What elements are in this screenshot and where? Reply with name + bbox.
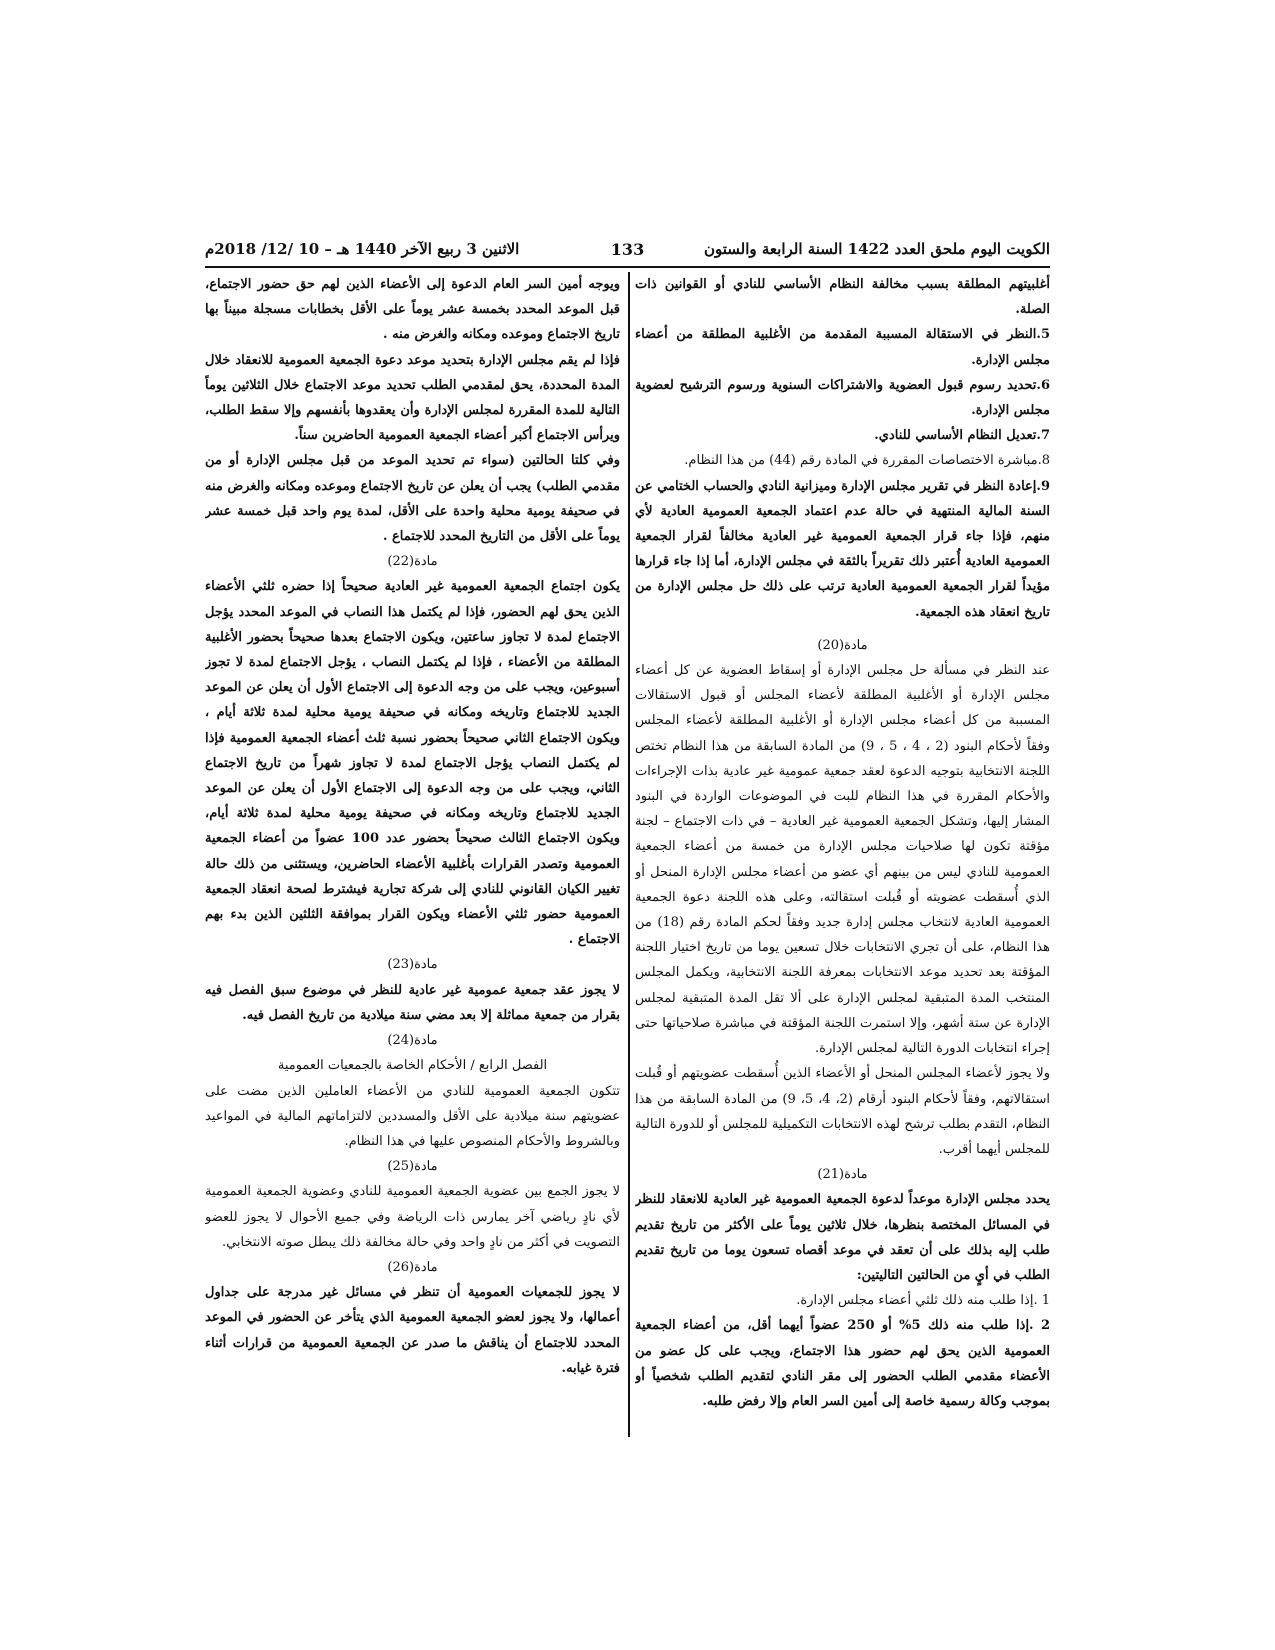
header-publication: الكويت اليوم ملحق العدد 1422 السنة الرابعة والستون bbox=[704, 240, 1050, 258]
paragraph: يكون اجتماع الجمعية العمومية غير العادية صحيحاً إذا حضره ثلثي الأعضاء الذين يحق لهم الحضور، فإذا لم يكتمل هذا النصاب في الموعد المحدد يؤجل الاجتماع لمدة لا تجاوز ساعتين، ويكون الاجتماع بعدها صحيحاً بحضور الأغلبية المطلقة من الأعضاء ، فإذا لم يكتمل النصاب ، يؤجل الاجتماع لمدة لا تجوز أسبوعين، ويجب على من وجه الدعوة إلى الاجتماع الأول أن يعلن عن الموعد الجديد للاجتماع وتاريخه ومكانه في صحيفة يومية محلية لمدة ثلاثة أيام ، ويكون الاجتماع الثاني صحيحاً بحضور نسبة ثلث أعضاء الجمعية العمومية فإذا لم يكتمل النصاب يؤجل الاجتماع لمدة لا تجاوز شهراً من تاريخ الاجتماع الثاني، ويجب على من وجه الدعوة إلى الاجتماع الأول أن يعلن عن الموعد الجديد للاجتماع وتاريخه ومكانه في صحيفة يومية محلية لمدة ثلاثة أيام، ويكون الاجتماع الثالث صحيحاً بحضور عدد 100 عضواً من أعضاء الجمعية العمومية وتصدر القرارات بأغلبية الأعضاء الحاضرين، ويستثنى من ذلك حالة تغيير الكيان القانوني للنادي إلى شركة تجارية فيشترط لصحة انعقاد الجمعية العمومية حضور ثلثي الأعضاء ويكون القرار بموافقة الثلثين الذين بدء بهم الاجتماع . bbox=[205, 579, 620, 948]
paragraph: لا يجوز للجمعيات العمومية أن تنظر في مسائل غير مدرجة على جداول أعمالها، ولا يجوز لعضو الجمعية العمومية الذي يتأخر عن الحضور في الموعد المحدد للاجتماع أن يناقش ما صدر عن الجمعية العمومية من قرارات أثناء فترة غيابه. bbox=[205, 1285, 620, 1376]
left-column bbox=[205, 272, 620, 1442]
list-item: 8.مباشرة الاختصاصات المقررة في المادة رقم (44) من هذا النظام. bbox=[684, 453, 1050, 469]
column-divider bbox=[628, 272, 630, 1437]
paragraph: عند النظر في مسألة حل مجلس الإدارة أو إسقاط العضوية عن كل أعضاء مجلس الإدارة أو الأغلبية المطلقة لأعضاء المجلس أو قبول الاستقالات المسببة من كل أعضاء مجلس الإدارة أو الأغلبية المطلقة لأعضاء المجلس وفقاً لأحكام البنود (2 ، 4 ، 5 ، 9) من المادة السابقة من هذا النظام تختص اللجنة الانتخابية بتوجيه الدعوة لعقد جمعية عمومية غير عادية بذات الإجراءات والأحكام المقررة في هذا النظام للبت في الموضوعات الواردة في البنود المشار إليها، وتشكل الجمعية العمومية غير العادية – في ذات الاجتماع – لجنة مؤقتة تكون لها صلاحيات مجلس الإدارة من خمسة من أعضاء الجمعية العمومية للنادي ليس من بينهم أي عضو من أعضاء مجلس الإدارة المنحل أو الذي أُسقطت عضويته أو قُبلت استقالته، وعلى هذه اللجنة دعوة الجمعية العمومية العادية لانتخاب مجلس إدارة جديد وفقاً لحكم المادة رقم (18) من هذا النظام، على أن تجري الانتخابات خلال تسعين يوما من تاريخ اختيار اللجنة المؤقتة بعد تحديد موعد الانتخابات بمعرفة اللجنة الانتخابية، ويكمل المجلس المنتخب المدة المتبقية لمجلس الإدارة على ألا تقل المدة المتبقية لمجلس الإدارة عن ستة أشهر، وإلا استمرت اللجنة المؤقتة في مباشرة صلاحياتها حتى إجراء انتخابات الدورة التالية لمجلس الإدارة. bbox=[635, 663, 1050, 1057]
right-column bbox=[635, 272, 1050, 1442]
article-title: مادة(23) bbox=[387, 957, 438, 973]
paragraph: فإذا لم يقم مجلس الإدارة بتحديد موعد دعوة الجمعية العمومية للانعقاد خلال المدة المحددة، يحق لمقدمي الطلب تحديد موعد الاجتماع خلال الثلاثين يوماً التالية للمدة المقررة لمجلس الإدارة وأن يعقدوها بأنفسهم وإلا سقط الطلب، ويرأس الاجتماع أكبر أعضاء الجمعية العمومية الحاضرين سناً. bbox=[205, 352, 620, 444]
list-item: 9.إعادة النظر في تقرير مجلس الإدارة وميزانية النادي والحساب الختامي عن السنة المالية المنتهية في حالة عدم اعتماد الجمعية العمومية العادية لأي منهم، فإذا جاء قرار الجمعية العمومية غير العادية مخالفاً لقرار الجمعية العمومية العادية أُعتبر ذلك تقريراً بالثقة في مجلس الإدارة، أما إذا جاء قرارها مؤيداً لقرار الجمعية العمومية العادية ترتب على ذلك حل مجلس الإدارة من تاريخ انعقاد هذه الجمعية. bbox=[635, 478, 1050, 620]
article-title: مادة(25) bbox=[387, 1159, 438, 1175]
paragraph: ويوجه أمين السر العام الدعوة إلى الأعضاء الذين لهم حق حضور الاجتماع، قبل الموعد المحدد بخمسة عشر يوماً على الأقل بخطابات مسجلة مبيناً بها تاريخ الاجتماع وموعده ومكانه والغرض منه . bbox=[205, 277, 620, 343]
article-title: مادة(22) bbox=[387, 554, 438, 570]
paragraph: أغلبيتهم المطلقة بسبب مخالفة النظام الأساسي للنادي أو القوانين ذات الصلة. bbox=[635, 277, 1050, 318]
paragraph: لا يجوز عقد جمعية عمومية غير عادية للنظر في موضوع سبق الفصل فيه بقرار من جمعية مماثلة إلا بعد مضي سنة ميلادية من تاريخ الفصل فيه. bbox=[205, 982, 620, 1023]
list-item: 1 .إذا طلب منه ذلك ثلثي أعضاء مجلس الإدارة. bbox=[796, 1293, 1050, 1309]
page-number: 133 bbox=[610, 240, 645, 259]
paragraph: تتكون الجمعية العمومية للنادي من الأعضاء العاملين الذين مضت على عضويتهم سنة ميلادية على الأقل والمسددين لالتزاماتهم المالية في المواعيد وبالشروط والأحكام المنصوص عليها في هذا النظام. bbox=[205, 1083, 620, 1149]
article-title: مادة(26) bbox=[387, 1259, 438, 1275]
paragraph: وفي كلتا الحالتين (سواء تم تحديد الموعد من قبل مجلس الإدارة أو من مقدمي الطلب) يجب أن يعلن عن تاريخ الاجتماع وموعده ومكانه والغرض منه في صحيفة يومية محلية واحدة على الأقل، لمدة يوم واحد قبل خمسة عشر يوماً على الأقل من التاريخ المحدد للاجتماع . bbox=[205, 453, 620, 545]
list-item: 2 .إذا طلب منه ذلك 5% أو 250 عضواً أيهما أقل، من أعضاء الجمعية العمومية الذين يحق لهم حضور هذا الاجتماع، ويجب على كل عضو من الأعضاء مقدمي الطلب الحضور إلى مقر النادي لتقديم الطلب شخصياً أو بموجب وكالة رسمية خاصة إلى أمين السر العام وإلا رفض طلبه. bbox=[635, 1318, 1050, 1409]
list-item: 7.تعديل النظام الأساسي للنادي. bbox=[874, 428, 1050, 444]
list-item: 6.تحديد رسوم قبول العضوية والاشتراكات السنوية ورسوم الترشيح لعضوية مجلس الإدارة. bbox=[635, 377, 1050, 419]
article-title: مادة(21) bbox=[817, 1167, 868, 1183]
chapter-heading: الفصل الرابع / الأحكام الخاصة بالجمعيات العمومية bbox=[277, 1058, 548, 1074]
article-title: مادة(20) bbox=[817, 637, 868, 653]
page-header bbox=[205, 236, 1050, 268]
paragraph: يحدد مجلس الإدارة موعداً لدعوة الجمعية العمومية غير العادية للانعقاد للنظر في المسائل المختصة بنظرها، خلال ثلاثين يوماً على الأكثر من تاريخ تقديم طلب إليه بذلك على أن تعقد في موعد أقصاه تسعون يوما من تاريخ تقديم الطلب في أيٍ من الحالتين التاليتين: bbox=[635, 1192, 1050, 1283]
paragraph: ولا يجوز لأعضاء المجلس المنحل أو الأعضاء الذين أُسقطت عضويتهم أو قُبلت استقالاتهم، وفقاً لأحكام البنود أرقام (2، 4، 5، 9) من المادة السابقة من هذا النظام، التقدم بطلب ترشح لهذه الانتخابات التكميلية للمجلس أو للدورة التالية للمجلس أيهما أقرب. bbox=[635, 1066, 1050, 1157]
article-title: مادة(24) bbox=[387, 1033, 438, 1049]
paragraph: لا يجوز الجمع بين عضوية الجمعية العمومية للنادي وعضوية الجمعية العمومية لأي نادٍ رياضي آخر يمارس ذات الرياضة وفي جميع الأحوال لا يجوز للعضو التصويت في أكثر من نادٍ واحد وفي حالة مخالفة ذلك يبطل صوته الانتخابي. bbox=[205, 1184, 620, 1250]
header-date: الاثنين 3 ربيع الآخر 1440 هـ – 10 /12/ 2018م bbox=[205, 240, 520, 258]
list-item: 5.النظر في الاستقالة المسببة المقدمة من الأغلبية المطلقة من أعضاء مجلس الإدارة. bbox=[635, 327, 1050, 368]
